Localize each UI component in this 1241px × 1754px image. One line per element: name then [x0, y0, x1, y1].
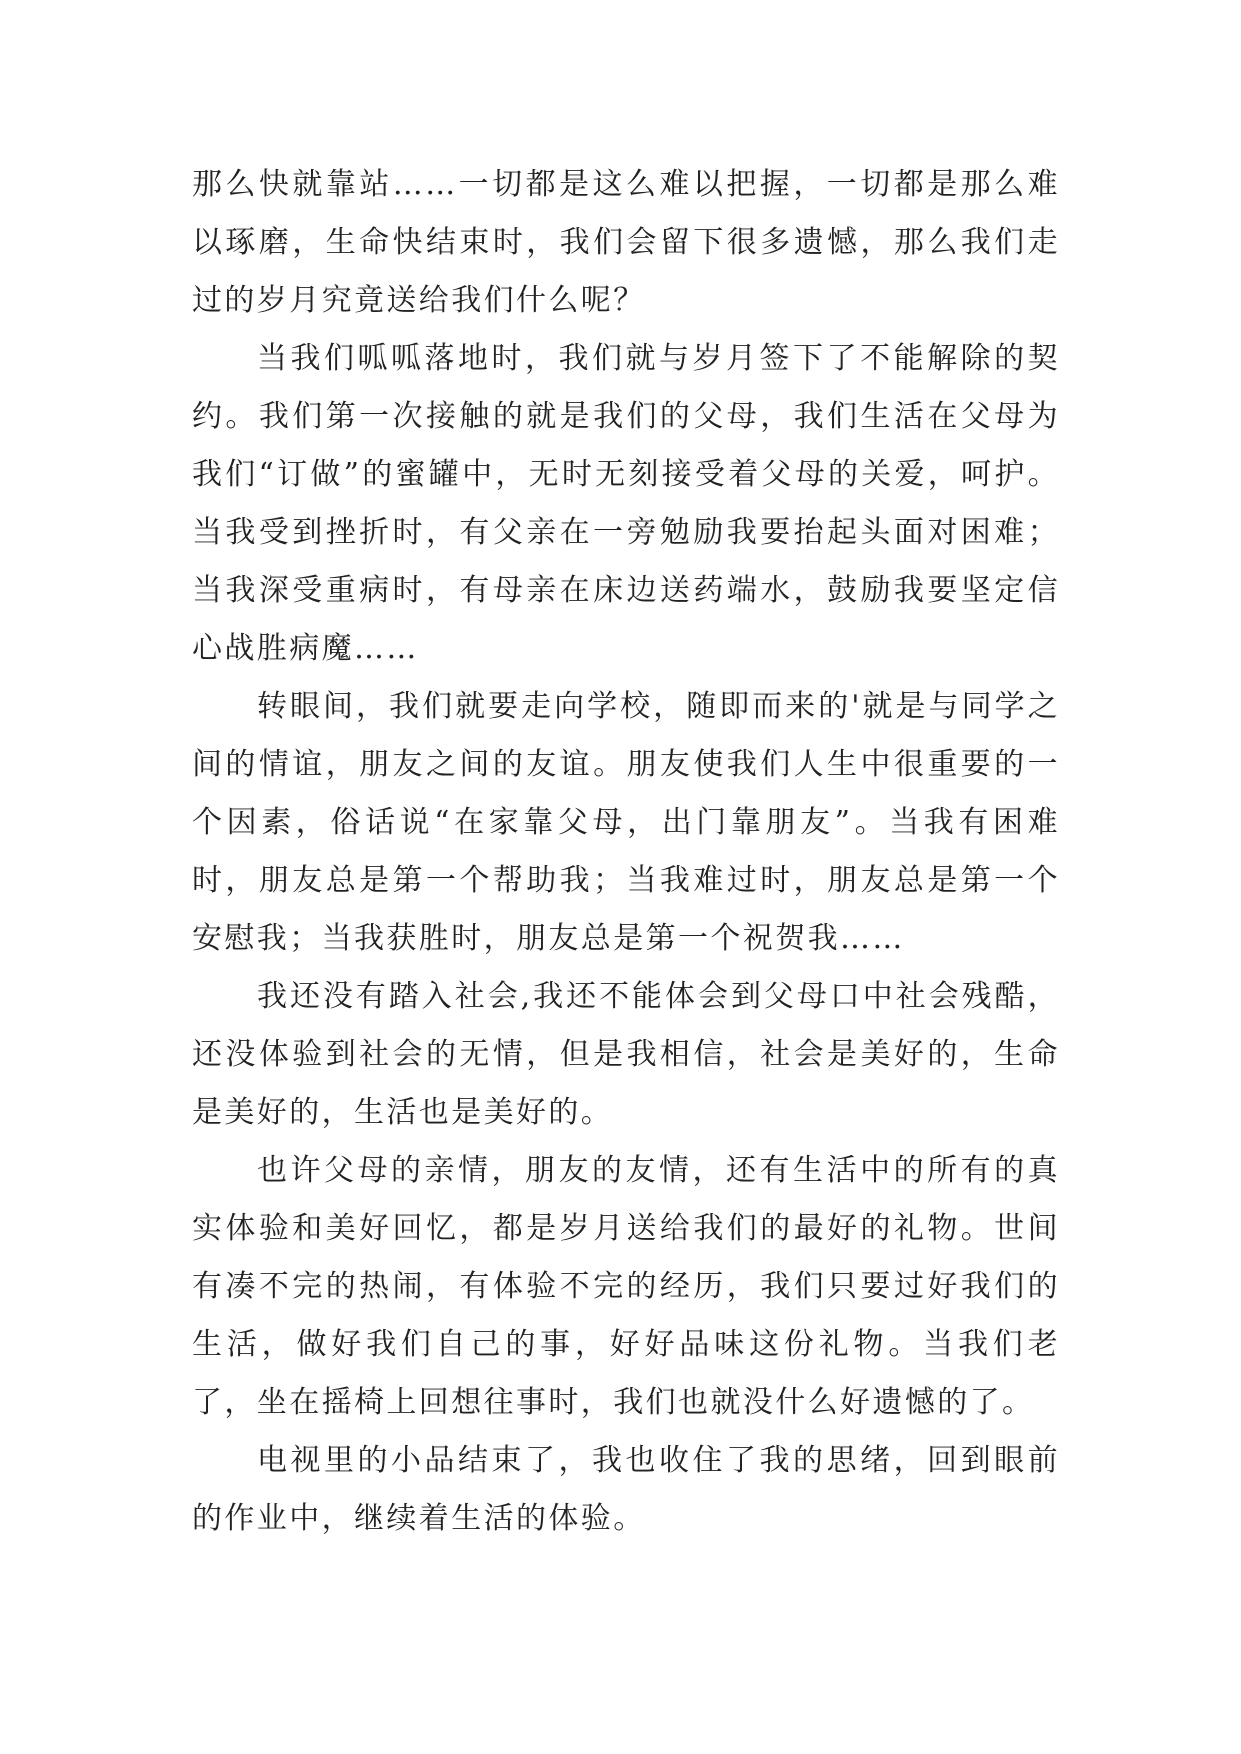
paragraph-1: 那么快就靠站……一切都是这么难以把握，一切都是那么难以琢磨，生命快结束时，我们会留下很多遗憾，那么我们走过的岁月究竟送给我们什么呢？: [192, 167, 1060, 318]
paragraph-4: 我还没有踏入社会,我还不能体会到父母口中社会残酷，还没体验到社会的无情，但是我相信，社会是美好的，生命是美好的，生活也是美好的。: [192, 979, 1060, 1130]
paragraph-6: 电视里的小品结束了，我也收住了我的思绪，回到眼前的作业中，继续着生活的体验。: [192, 1443, 1060, 1536]
article-body: [192, 156, 1060, 1548]
paragraph-2: 当我们呱呱落地时，我们就与岁月签下了不能解除的契约。我们第一次接触的就是我们的父母，我们生活在父母为我们“订做”的蜜罐中，无时无刻接受着父母的关爱，呵护。当我受到挫折时，有父亲在一旁勉励我要抬起头面对困难；当我深受重病时，有母亲在床边送药端水，鼓励我要坚定信心战胜病魔……: [192, 341, 1060, 666]
paragraph-5: 也许父母的亲情，朋友的友情，还有生活中的所有的真实体验和美好回忆，都是岁月送给我们的最好的礼物。世间有凑不完的热闹，有体验不完的经历，我们只要过好我们的生活，做好我们自己的事，好好品味这份礼物。当我们老了，坐在摇椅上回想往事时，我们也就没什么好遗憾的了。: [192, 1153, 1060, 1420]
paragraph-3: 转眼间，我们就要走向学校，随即而来的'就是与同学之间的情谊，朋友之间的友谊。朋友使我们人生中很重要的一个因素，俗话说“在家靠父母，出门靠朋友”。当我有困难时，朋友总是第一个帮助我；当我难过时，朋友总是第一个安慰我；当我获胜时，朋友总是第一个祝贺我……: [192, 689, 1060, 956]
